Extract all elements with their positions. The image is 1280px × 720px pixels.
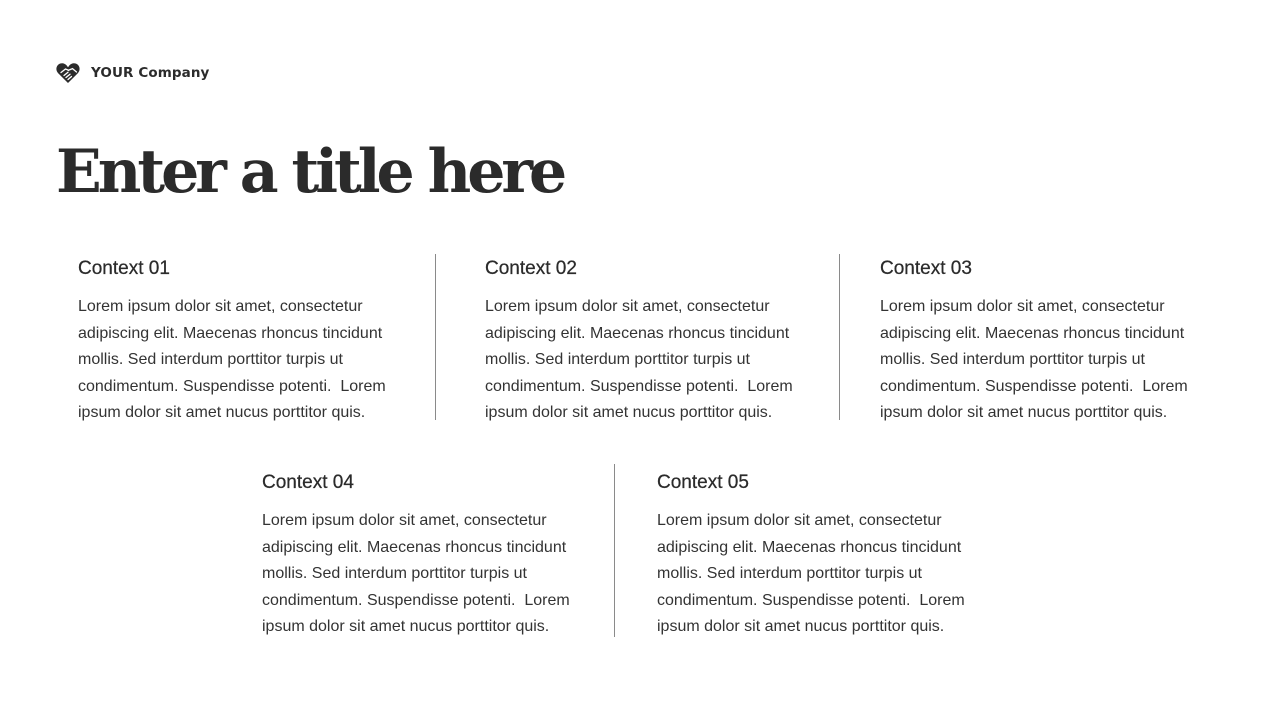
card-heading: Context 02 (485, 258, 577, 279)
context-card-01 (78, 256, 413, 427)
context-card-05 (657, 470, 992, 641)
card-heading: Context 03 (880, 258, 972, 279)
card-body: Lorem ipsum dolor sit amet, consectetur adipiscing elit. Maecenas rhoncus tincidunt mollis. Sed interdum porttitor turpis ut condimentum. Suspendisse potenti. Lorem ipsum dolor sit amet nucus porttitor quis. (78, 298, 391, 421)
column-divider (435, 254, 436, 420)
card-body: Lorem ipsum dolor sit amet, consectetur adipiscing elit. Maecenas rhoncus tincidunt mollis. Sed interdum porttitor turpis ut condimentum. Suspendisse potenti. Lorem ipsum dolor sit amet nucus porttitor quis. (262, 512, 575, 635)
card-heading: Context 05 (657, 472, 749, 493)
card-body: Lorem ipsum dolor sit amet, consectetur adipiscing elit. Maecenas rhoncus tincidunt mollis. Sed interdum porttitor turpis ut condimentum. Suspendisse potenti. Lorem ipsum dolor sit amet nucus porttitor quis. (880, 298, 1193, 421)
handshake-heart-icon (55, 60, 81, 86)
column-divider (839, 254, 840, 420)
card-heading: Context 04 (262, 472, 354, 493)
brand (55, 60, 209, 86)
card-heading: Context 01 (78, 258, 170, 279)
company-name: YOUR Company (91, 65, 210, 81)
card-body: Lorem ipsum dolor sit amet, consectetur adipiscing elit. Maecenas rhoncus tincidunt mollis. Sed interdum porttitor turpis ut condimentum. Suspendisse potenti. Lorem ipsum dolor sit amet nucus porttitor quis. (657, 512, 970, 635)
column-divider (614, 464, 615, 637)
context-card-03 (880, 256, 1215, 427)
context-card-02 (485, 256, 820, 427)
page-title: Enter a title here (56, 137, 564, 207)
card-body: Lorem ipsum dolor sit amet, consectetur adipiscing elit. Maecenas rhoncus tincidunt mollis. Sed interdum porttitor turpis ut condimentum. Suspendisse potenti. Lorem ipsum dolor sit amet nucus porttitor quis. (485, 298, 798, 421)
context-card-04 (262, 470, 597, 641)
